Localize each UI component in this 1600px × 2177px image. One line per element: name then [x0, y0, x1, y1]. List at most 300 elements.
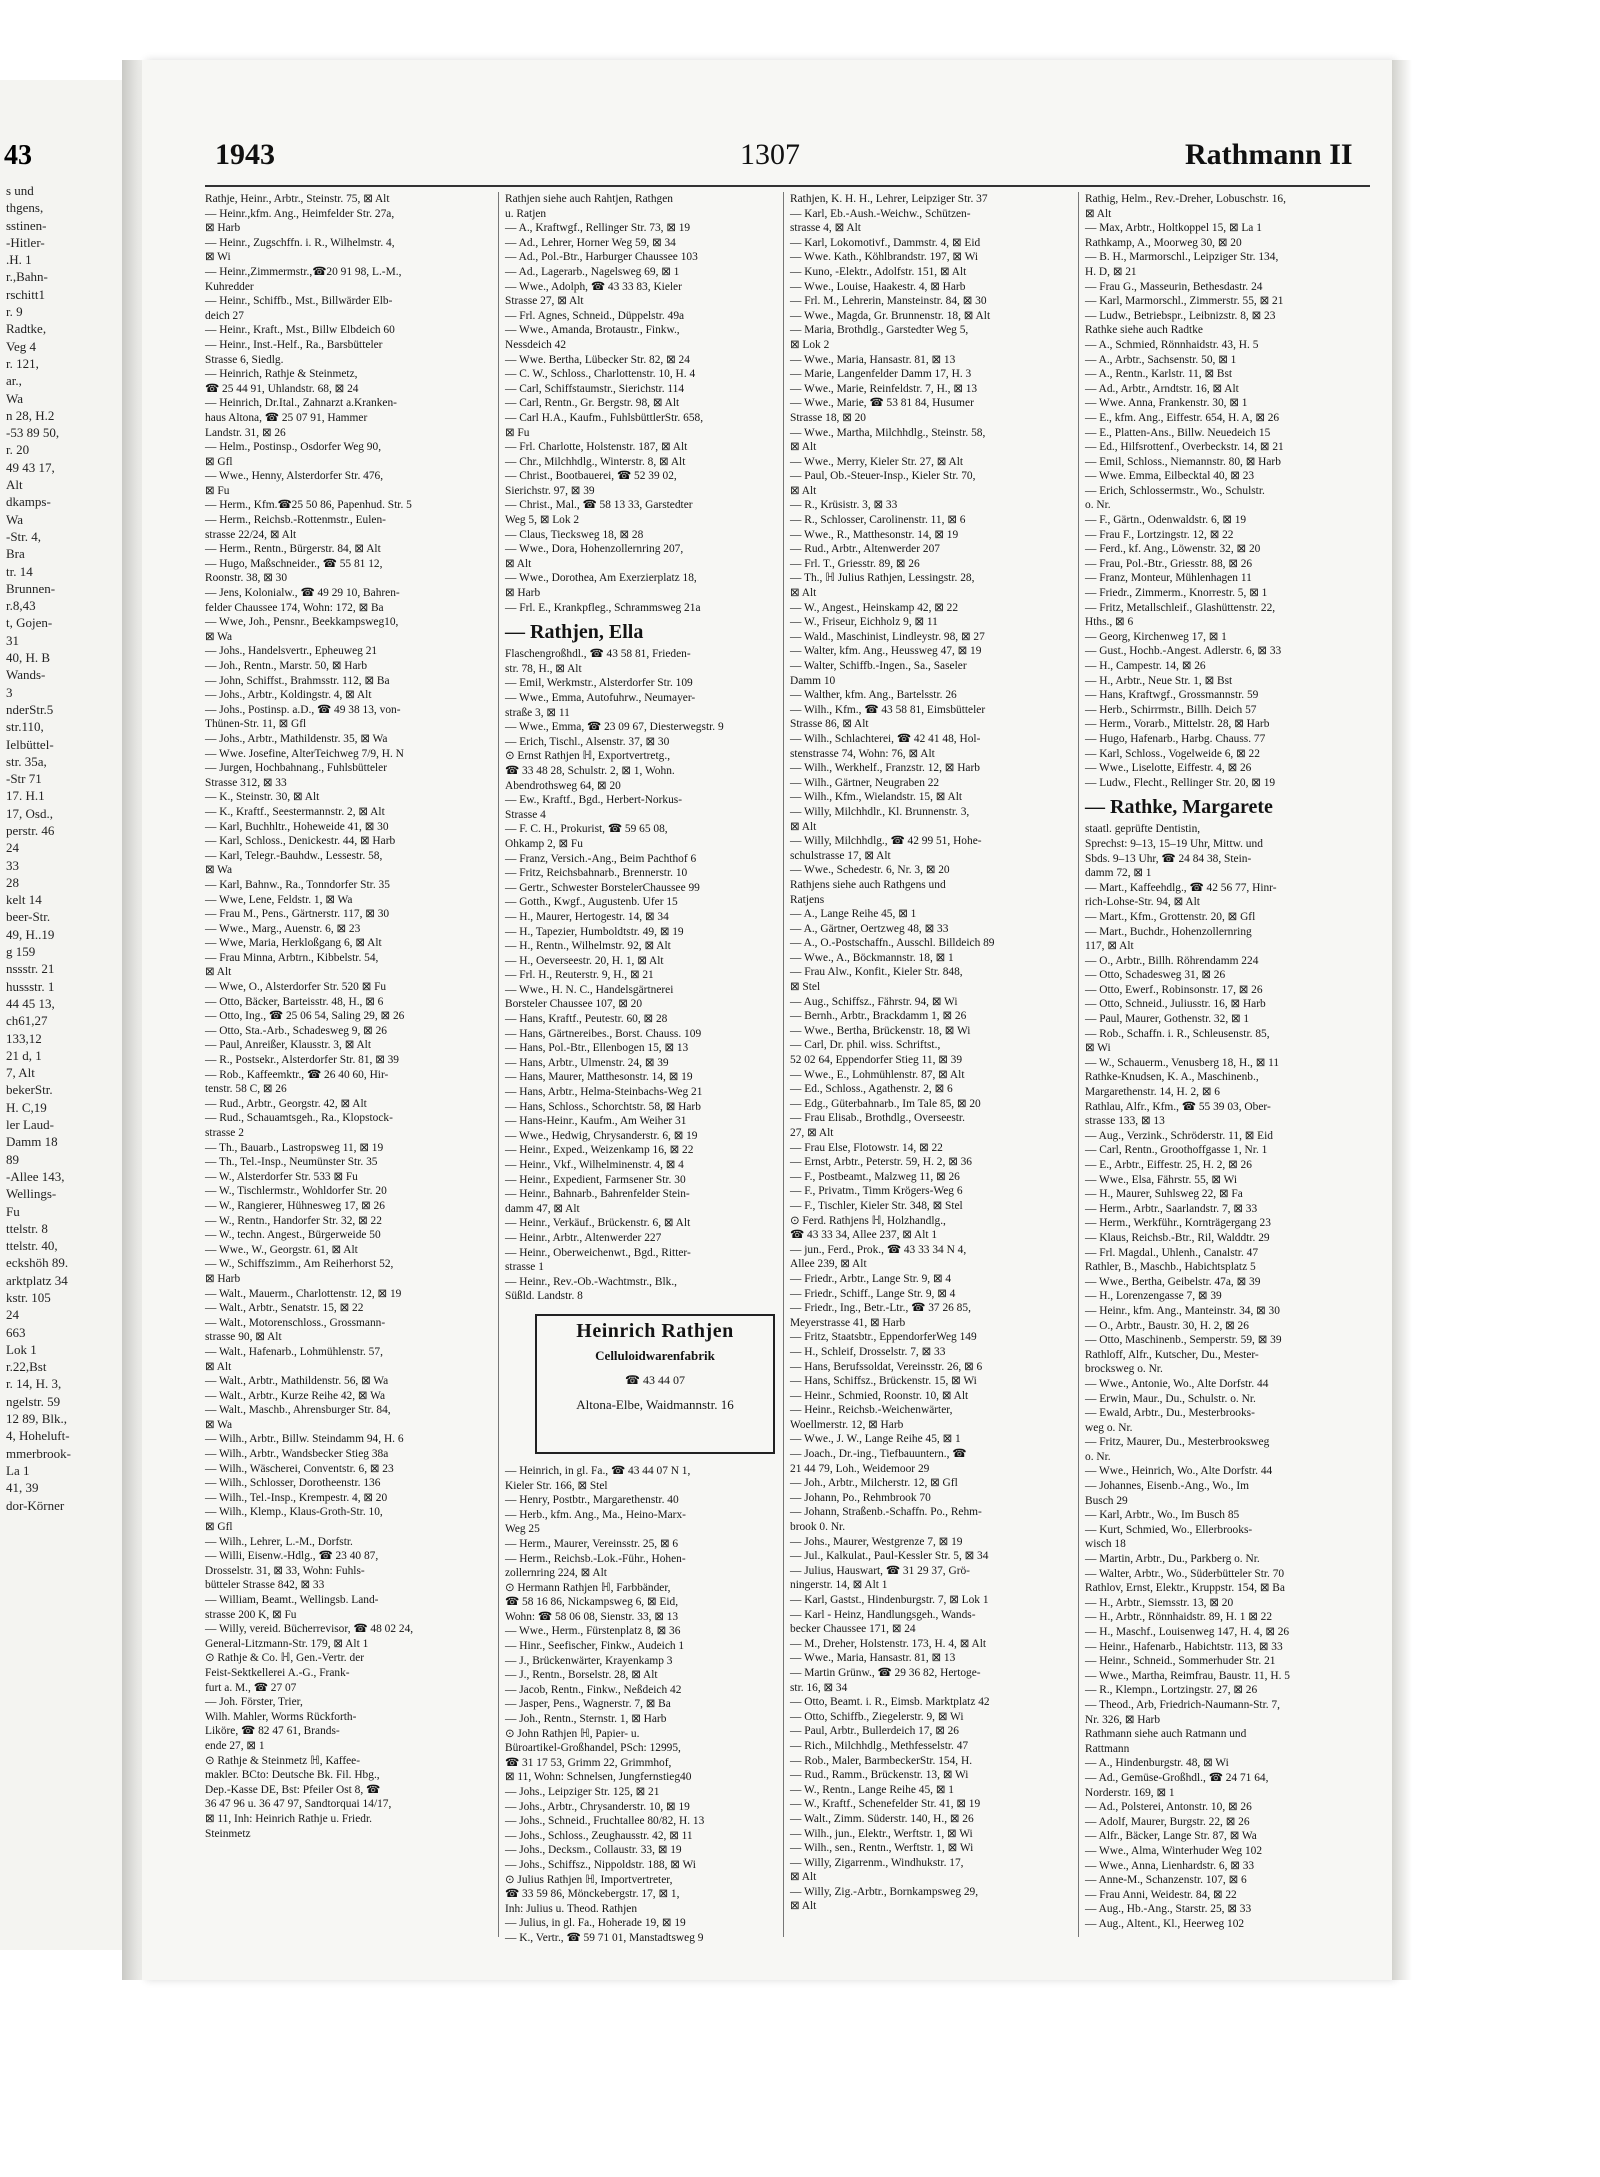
directory-entry: — Ad., Gemüse-Großhdl., ☎ 24 71 64,: [1085, 1771, 1269, 1784]
directory-entry: Abendrothsweg 64, ⊠ 20: [505, 779, 621, 792]
directory-entry: — Herb., kfm. Ang., Ma., Heino-Marx-: [505, 1508, 686, 1521]
directory-entry: — Karl, Telegr.-Bauhdw., Lessestr. 58,: [205, 849, 383, 862]
directory-entry: Kuhredder: [205, 280, 254, 293]
directory-entry: — Heinr., Arbtr., Altenwerder 227: [505, 1231, 662, 1244]
directory-entry: — Kuno, -Elektr., Adolfstr. 151, ⊠ Alt: [790, 265, 967, 278]
directory-entry: — Walt., Arbtr., Senatstr. 15, ⊠ 22: [205, 1302, 364, 1315]
directory-entry: ⊠ Wi: [205, 251, 231, 264]
directory-entry: — Joh., Rentn., Marstr. 50, ⊠ Harb: [205, 660, 368, 672]
directory-entry: — Wwe., Emma, ☎ 23 09 67, Diesterwegstr. 9: [505, 721, 724, 734]
previous-page-line: -Hitler-: [6, 234, 45, 250]
directory-entry: — A., Schmied, Rönnhaidstr. 43, H. 5: [1085, 338, 1259, 351]
directory-entry: — H., Arbtr., Neue Str. 1, ⊠ Bst: [1085, 674, 1233, 687]
directory-entry: — M., Dreher, Holstenstr. 173, H. 4, ⊠ Alt: [790, 1637, 987, 1650]
directory-entry: — Heinr., Schmied, Roonstr. 10, ⊠ Alt: [790, 1389, 969, 1402]
previous-page-line: Damm 18: [6, 1134, 58, 1150]
directory-entry: — Mart., Kaffeehdlg., ☎ 42 56 77, Hinr-: [1085, 881, 1277, 894]
directory-entry: ⊠ Alt: [790, 1871, 817, 1884]
directory-entry: — Kurt, Schmied, Wo., Ellerbrooks-: [1085, 1523, 1253, 1536]
directory-entry: — H., Campestr. 14, ⊠ 26: [1085, 660, 1206, 672]
ad-address: Altona-Elbe, Waidmannstr. 16: [576, 1396, 734, 1412]
directory-entry: ende 27, ⊠ 1: [205, 1739, 265, 1752]
directory-entry: — F., Gärtn., Odenwaldstr. 6, ⊠ 19: [1085, 514, 1247, 527]
directory-entry: — Wwe, Lene, Feldstr. 1, ⊠ Wa: [205, 893, 353, 906]
directory-entry: — Claus, Tiecksweg 18, ⊠ 28: [505, 528, 644, 541]
directory-entry: — Karl, Schloss., Vogelweide 6, ⊠ 22: [1085, 747, 1260, 760]
directory-entry: — H., Rentn., Wilhelmstr. 92, ⊠ Alt: [505, 940, 671, 953]
directory-entry: ⊙ John Rathjen ℍ, Papier- u.: [505, 1727, 640, 1740]
previous-page-line: Wands-: [6, 667, 46, 683]
directory-entry: — Wwe., Heinrich, Wo., Alte Dorfstr. 44: [1085, 1465, 1273, 1478]
directory-entry: Rathje, Heinr., Arbtr., Steinstr. 75, ⊠ Alt: [205, 193, 390, 205]
directory-entry: — Wilh., Kfm., Wielandstr. 15, ⊠ Alt: [790, 791, 963, 804]
directory-entry: — A., Gärtner, Oertzweg 48, ⊠ 33: [790, 922, 949, 935]
previous-page-line: 17. H.1: [6, 788, 45, 804]
directory-entry: — Rud., Ramm., Brückenstr. 13, ⊠ Wi: [790, 1769, 969, 1782]
directory-entry: damm 72, ⊠ 1: [1085, 867, 1152, 880]
previous-page-line: ler Laud-: [6, 1117, 55, 1133]
previous-page-line: r.,Bahn-: [6, 269, 48, 285]
header-rule: [205, 185, 1370, 187]
ad-subtitle: Celluloidwarenfabrik: [595, 1347, 715, 1363]
directory-entry: Rathke-Knudsen, K. A., Maschinenb.,: [1085, 1071, 1259, 1084]
directory-entry: — Wilh., Arbtr., Billw. Steindamm 94, H. 6: [205, 1433, 404, 1446]
previous-page-line: 24: [6, 840, 19, 856]
directory-entry: — Johann, Straßenb.-Schaffn. Po., Rehm-: [790, 1506, 982, 1519]
directory-entry: — Johs., Handelsvertr., Epheuweg 21: [205, 645, 378, 658]
directory-entry: — Friedr., Schiff., Lange Str. 9, ⊠ 4: [790, 1287, 956, 1300]
directory-entry: — Johs., Schloss., Zeughausstr. 42, ⊠ 11: [505, 1829, 693, 1842]
previous-page-line: nssstr. 21: [6, 961, 55, 977]
directory-entry: ☎ 31 17 53, Grimm 22, Grimmhof,: [505, 1756, 672, 1769]
directory-entry: — C. W., Schloss., Charlottenstr. 10, H. 4: [505, 368, 696, 381]
directory-entry: — Wwe., Antonie, Wo., Alte Dorfstr. 44: [1085, 1377, 1269, 1390]
directory-entry: — Frau Elisab., Brothdlg., Overseestr.: [790, 1112, 965, 1125]
directory-entry: — Karl, Gastst., Hindenburgstr. 7, ⊠ Lok 1: [790, 1594, 989, 1606]
directory-entry: — Gust., Hochb.-Angest. Adlerstr. 6, ⊠ 33: [1085, 645, 1282, 658]
directory-entry: Ohkamp 2, ⊠ Fu: [505, 837, 583, 850]
directory-entry: — Frau, Pol.-Btr., Griesstr. 88, ⊠ 26: [1085, 557, 1253, 570]
directory-entry: Rathloff, Alfr., Kutscher, Du., Mester-: [1085, 1348, 1259, 1361]
directory-entry: deich 27: [205, 309, 244, 322]
directory-entry: — H., Lorenzengasse 7, ⊠ 39: [1085, 1290, 1222, 1303]
directory-entry: — Carl, Dr. phil. wiss. Schriftst.,: [790, 1039, 941, 1052]
directory-entry: — Aug., Verzink., Schröderstr. 11, ⊠ Eid: [1085, 1129, 1273, 1142]
directory-entry: — Erwin, Maur., Du., Schulstr. o. Nr.: [1085, 1392, 1256, 1405]
directory-entry: — Carl, Schiffstaumstr., Sierichstr. 114: [505, 382, 685, 395]
directory-entry: Weg 5, ⊠ Lok 2: [505, 514, 580, 527]
previous-page-line: La 1: [6, 1462, 30, 1478]
directory-entry: Weg 25: [505, 1523, 540, 1536]
directory-entry: — B. H., Marmorschl., Leipziger Str. 134,: [1085, 251, 1279, 264]
previous-page-line: 12 89, Blk.,: [6, 1411, 68, 1427]
previous-page-line: ngelstr. 59: [6, 1393, 61, 1409]
directory-entry: — Ed., Hilfsrottenf., Overbeckstr. 14, ⊠ 21: [1085, 441, 1284, 454]
directory-entry: — J., Rentn., Borselstr. 28, ⊠ Alt: [505, 1669, 658, 1682]
previous-page-line: Radtke,: [6, 321, 47, 337]
directory-entry: Dep.-Kasse DE, Bst: Pfeiler Ost 8, ☎: [205, 1783, 381, 1796]
directory-entry: — F., Privatm., Timm Krögers-Weg 6: [790, 1185, 963, 1198]
directory-entry: — Wilh., Werkhelf., Franzstr. 12, ⊠ Harb: [790, 762, 980, 775]
directory-entry: — Jurgen, Hochbahnang., Fuhlsbütteler: [205, 762, 388, 775]
directory-entry: — Helm., Postinsp., Osdorfer Weg 90,: [205, 441, 382, 454]
previous-page-line: ttelstr. 8: [6, 1220, 48, 1236]
directory-entry: — Heinrich, in gl. Fa., ☎ 43 44 07 N 1,: [505, 1464, 691, 1477]
directory-entry: — Rud., Arbtr., Georgstr. 42, ⊠ Alt: [205, 1097, 367, 1110]
directory-entry: — Johs., Schneid., Fruchtallee 80/82, H. 13: [505, 1815, 705, 1828]
previous-page-fragment: [0, 80, 124, 1950]
directory-entry: Kieler Str. 166, ⊠ Stel: [505, 1479, 608, 1492]
directory-entry: Liköre, ☎ 82 47 61, Brands-: [205, 1725, 340, 1738]
previous-page-line: kelt 14: [6, 892, 42, 908]
directory-entry: Sprechst: 9–13, 15–19 Uhr, Mittw. und: [1085, 837, 1263, 850]
directory-entry: — Wwe., Dora, Hohenzollernring 207,: [505, 543, 684, 556]
directory-entry: ⊙ Rathje & Co. ℍ, Gen.-Vertr. der: [205, 1652, 365, 1665]
directory-entry: — Willy, Milchhdlg., ☎ 42 99 51, Hohe-: [790, 835, 982, 848]
directory-entry: — Hans, Arbtr., Ulmenstr. 24, ⊠ 39: [505, 1056, 669, 1069]
previous-page-line: 40, H. B: [6, 650, 51, 666]
previous-page-line: -Allee 143,: [6, 1168, 65, 1184]
directory-entry: — H., Maurer, Hertogestr. 14, ⊠ 34: [505, 910, 669, 923]
directory-entry: — Herm., Vorarb., Mittelstr. 28, ⊠ Harb: [1085, 718, 1270, 731]
directory-entry: — F., Tischler, Kieler Str. 348, ⊠ Stel: [790, 1199, 963, 1212]
directory-entry: ⊙ Julius Rathjen ℍ, Importvertreter,: [505, 1873, 673, 1886]
directory-entry: strasse 200 K, ⊠ Fu: [205, 1608, 297, 1621]
directory-entry: o. Nr.: [1085, 499, 1111, 512]
directory-entry: — Walt., Zimm. Süderstr. 140, H., ⊠ 26: [790, 1812, 974, 1825]
directory-entry: — Heinr., Kraft., Mst., Billw Elbdeich 60: [205, 324, 395, 337]
directory-entry: — O., Arbtr., Billh. Röhrendamm 224: [1085, 954, 1259, 967]
previous-page-line: 3: [6, 684, 13, 700]
previous-page-line: g 159: [6, 944, 36, 960]
directory-entry: Flaschengroßhdl., ☎ 43 58 81, Frieden-: [505, 648, 691, 661]
directory-entry: — Hans, Maurer, Matthesonstr. 14, ⊠ 19: [505, 1071, 693, 1084]
directory-column-3: [790, 192, 1076, 1937]
directory-entry: — Wilh., Tel.-Insp., Krempestr. 4, ⊠ 20: [205, 1491, 388, 1504]
previous-page-line: 4, Hoheluft-: [6, 1428, 70, 1444]
directory-entry: felder Chaussee 174, Wohn: 172, ⊠ Ba: [205, 601, 384, 614]
directory-entry: — Paul, Anreißer, Klausstr. 3, ⊠ Alt: [205, 1039, 372, 1052]
directory-entry: — W., Schauerm., Venusberg 18, H., ⊠ 11: [1085, 1056, 1280, 1069]
directory-entry: Rathler, B., Maschb., Habichtsplatz 5: [1085, 1261, 1256, 1274]
directory-entry: — Paul, Arbtr., Bullerdeich 17, ⊠ 26: [790, 1725, 959, 1738]
directory-entry: — Karl, Buchhltr., Hoheweide 41, ⊠ 30: [205, 820, 389, 833]
directory-entry: — Johs., Maurer, Westgrenze 7, ⊠ 19: [790, 1535, 963, 1548]
directory-entry: — E., kfm. Ang., Eiffestr. 654, H. A, ⊠ 26: [1085, 411, 1280, 424]
previous-page-line: s und: [6, 183, 34, 198]
directory-entry: Woellmerstr. 12, ⊠ Harb: [790, 1418, 904, 1431]
directory-entry: — Wwe., Louise, Haakestr. 4, ⊠ Harb: [790, 280, 966, 293]
directory-entry: Strasse 18, ⊠ 20: [790, 411, 866, 424]
directory-entry: — Frau Else, Flotowstr. 14, ⊠ 22: [790, 1141, 943, 1154]
directory-entry: 27, ⊠ Alt: [790, 1127, 834, 1139]
directory-entry: Ratjens: [790, 893, 825, 906]
directory-entry: — Frau G., Masseurin, Bethesdastr. 24: [1085, 280, 1263, 293]
directory-entry: — Walter, Arbtr., Wo., Süderbütteler Str. 70: [1085, 1567, 1285, 1580]
directory-entry: — Wilh., Wäscherei, Conventstr. 6, ⊠ 23: [205, 1462, 394, 1475]
directory-entry: — Joach., Dr.-ing., Tiefbauuntern., ☎: [790, 1448, 967, 1461]
directory-entry: Damm 10: [790, 674, 836, 687]
previous-page-line: beer-Str.: [6, 909, 51, 925]
directory-entry: — Gertr., Schwester BorstelerChaussee 99: [505, 881, 700, 894]
directory-entry: — Ludw., Flecht., Rellinger Str. 20, ⊠ 19: [1085, 776, 1276, 789]
directory-entry: Meyerstrasse 41, ⊠ Harb: [790, 1316, 906, 1329]
directory-entry: — Wilh., Arbtr., Wandsbecker Stieg 38a: [205, 1448, 389, 1461]
directory-entry: — Otto, Maschinenb., Semperstr. 59, ⊠ 39: [1085, 1334, 1282, 1347]
directory-entry: — Emil, Schloss., Niemannstr. 80, ⊠ Harb: [1085, 455, 1281, 468]
directory-entry: ⊠ Gfl: [205, 1521, 233, 1534]
directory-entry: tenstr. 58 C, ⊠ 26: [205, 1083, 287, 1096]
directory-entry: — Wald., Maschinist, Lindleystr. 98, ⊠ 27: [790, 630, 985, 643]
directory-entry: — A., Arbtr., Sachsenstr. 50, ⊠ 1: [1085, 353, 1237, 366]
directory-entry: — Walt., Motorenschloss., Grossmann-: [205, 1316, 386, 1329]
directory-entry: — Wwe., Merry, Kieler Str. 27, ⊠ Alt: [790, 455, 964, 468]
directory-entry: — W., Tischlermstr., Wohldorfer Str. 20: [205, 1185, 387, 1198]
directory-entry: strasse 2: [205, 1127, 244, 1139]
previous-page-line: ttelstr. 40,: [6, 1238, 58, 1254]
directory-entry: Wohn: ☎ 58 06 08, Sienstr. 33, ⊠ 13: [505, 1610, 679, 1623]
previous-page-line: t, Gojen-: [6, 615, 53, 631]
directory-entry: Feist-Sektkellerei A.-G., Frank-: [205, 1666, 350, 1679]
directory-entry: bütteler Strasse 842, ⊠ 33: [205, 1579, 325, 1592]
directory-entry: ☎ 25 44 91, Uhlandstr. 68, ⊠ 24: [205, 382, 359, 395]
directory-entry: — Walt., Mauerm., Charlottenstr. 12, ⊠ 19: [205, 1287, 402, 1300]
directory-entry: — Walt., Arbtr., Mathildenstr. 56, ⊠ Wa: [205, 1375, 389, 1388]
directory-entry: — Wwe., Herm., Fürstenplatz 8, ⊠ 36: [505, 1625, 681, 1638]
directory-entry: — Johs., Postinsp. a.D., ☎ 49 38 13, von-: [205, 703, 401, 716]
page-edge: [1392, 60, 1412, 1980]
directory-entry: — Wwe., E., Lohmühlenstr. 87, ⊠ Alt: [790, 1068, 965, 1081]
directory-entry: — Walt., Hafenarb., Lohmühlenstr. 57,: [205, 1345, 383, 1358]
directory-entry: — Wilh., Lehrer, L.-M., Dorfstr.: [205, 1535, 353, 1548]
directory-entry: — W., Friseur, Eichholz 9, ⊠ 11: [790, 616, 938, 629]
directory-entry: General-Litzmann-Str. 179, ⊠ Alt 1: [205, 1637, 369, 1650]
directory-entry: — Th., ℍ Julius Rathjen, Lessingstr. 28,: [790, 572, 975, 585]
directory-entry: — Willi, Eisenw.-Hdlg., ☎ 23 40 87,: [205, 1550, 379, 1563]
previous-page-line: 133,12: [6, 1030, 42, 1046]
directory-entry: damm 47, ⊠ Alt: [505, 1202, 580, 1215]
directory-entry: Roonstr. 38, ⊠ 30: [205, 572, 288, 585]
directory-entry: zollernring 224, ⊠ Alt: [505, 1567, 607, 1580]
directory-entry: — F. C. H., Prokurist, ☎ 59 65 08,: [505, 823, 668, 836]
directory-entry: — Herm., Maurer, Vereinsstr. 25, ⊠ 6: [505, 1537, 679, 1550]
directory-entry: — R., Krüsistr. 3, ⊠ 33: [790, 499, 898, 512]
directory-entry: ⊠ Stel: [790, 981, 821, 994]
previous-page-line: eckshöh 89.: [6, 1255, 69, 1271]
directory-entry: — Wwe., Bertha, Brückenstr. 18, ⊠ Wi: [790, 1024, 971, 1037]
directory-entry: — Otto, Ewerf., Robinsonstr. 17, ⊠ 26: [1085, 983, 1263, 996]
directory-entry: ⊠ Harb: [205, 222, 241, 235]
directory-entry: — E., Platten-Ans., Billw. Neuedeich 15: [1085, 426, 1271, 439]
previous-page-line: Wellings-: [6, 1186, 57, 1202]
directory-entry: — Heinr., Vkf., Wilhelminenstr. 4, ⊠ 4: [505, 1159, 684, 1171]
page-year: 1943: [215, 138, 275, 171]
directory-entry: ⊠ 11, Wohn: Schnelsen, Jungfernstieg40: [505, 1771, 692, 1784]
directory-entry: — Wwe., Elsa, Fährstr. 55, ⊠ Wi: [1085, 1173, 1237, 1186]
directory-entry: Sierichstr. 97, ⊠ 39: [505, 484, 595, 497]
directory-entry: — Herb., Schirrmstr., Billh. Deich 57: [1085, 703, 1257, 716]
directory-entry: — Frl. T., Griesstr. 89, ⊠ 26: [790, 557, 920, 570]
directory-entry: — A., Kraftwgf., Rellinger Str. 73, ⊠ 19: [505, 222, 691, 235]
directory-entry: — Friedr., Arbtr., Lange Str. 9, ⊠ 4: [790, 1272, 952, 1285]
directory-entry: — A., Rentn., Karlstr. 11, ⊠ Bst: [1085, 368, 1233, 381]
directory-entry: ⊠ Wa: [205, 1418, 233, 1431]
previous-page-line: bekerStr.: [6, 1082, 53, 1098]
directory-entry: — Bernh., Arbtr., Brackdamm 1, ⊠ 26: [790, 1010, 967, 1023]
directory-entry: — Ad., Pol.-Btr., Harburger Chaussee 103: [505, 251, 698, 264]
directory-entry: Nessdeich 42: [505, 338, 567, 351]
directory-entry: — Gotth., Kwgf., Augustenb. Ufer 15: [505, 896, 678, 909]
previous-page-line: ch61,27: [6, 1013, 48, 1029]
directory-entry: 36 47 96 u. 36 47 97, Sandtorquai 14/17,: [205, 1798, 392, 1811]
previous-page-line: Lok 1: [6, 1341, 37, 1357]
directory-entry: Strasse 4: [505, 808, 546, 821]
directory-entry: haus Altona, ☎ 25 07 91, Hammer: [205, 411, 368, 424]
directory-entry: — Wwe, Joh., Pensnr., Beekkampsweg10,: [205, 616, 399, 629]
directory-entry: — Th., Tel.-Insp., Neumünster Str. 35: [205, 1156, 378, 1169]
previous-page-line: str.110,: [6, 719, 44, 735]
directory-entry: 117, ⊠ Alt: [1085, 940, 1134, 953]
directory-entry: — Rud., Schauamtsgeh., Ra., Klopstock-: [205, 1112, 393, 1125]
directory-entry: — Hans, Gärtnereibes., Borst. Chauss. 109: [505, 1027, 702, 1040]
directory-entry: makler. BCto: Deutsche Bk. Fil. Hbg.,: [205, 1769, 380, 1782]
directory-entry: furt a. M., ☎ 27 07: [205, 1681, 297, 1694]
directory-entry: — Christ., Mal., ☎ 58 13 33, Garstedter: [505, 499, 693, 512]
directory-entry: — Theod., Arb, Friedrich-Naumann-Str. 7,: [1085, 1698, 1280, 1711]
directory-entry: — Max, Arbtr., Holtkoppel 15, ⊠ La 1: [1085, 222, 1262, 235]
previous-page-line: dor-Körner: [6, 1497, 65, 1513]
directory-entry: — Otto, Bäcker, Barteisstr. 48, H., ⊠ 6: [205, 995, 384, 1008]
previous-page-line: 21 d, 1: [6, 1047, 42, 1063]
directory-entry: — Wwe., Marie, ☎ 53 81 84, Husumer: [790, 397, 974, 410]
directory-entry: — Wwe, O., Alsterdorfer Str. 520 ⊠ Fu: [205, 981, 387, 994]
directory-entry: brook 0. Nr.: [790, 1521, 846, 1534]
directory-entry: — Heinr.,kfm. Ang., Heimfelder Str. 27a,: [205, 207, 395, 220]
directory-entry: — Frl. E., Krankpfleg., Schrammsweg 21a: [505, 601, 701, 614]
running-head: Rathmann II: [1185, 138, 1353, 171]
directory-entry: — Paul, Maurer, Gothenstr. 32, ⊠ 1: [1085, 1013, 1250, 1026]
directory-entry: — Frl. Agnes, Schneid., Düppelstr. 49a: [505, 309, 685, 322]
directory-entry: — Aug., Hb.-Ang., Starstr. 25, ⊠ 33: [1085, 1903, 1252, 1916]
previous-page-line: 663: [6, 1324, 26, 1340]
directory-entry: — Johs., Schiffsz., Nippoldstr. 188, ⊠ Wi: [505, 1858, 696, 1871]
directory-entry: — Julius, in gl. Fa., Hoherade 19, ⊠ 19: [505, 1917, 686, 1930]
directory-entry: Sbds. 9–13 Uhr, ☎ 24 84 38, Stein-: [1085, 852, 1252, 865]
directory-entry: — R., Postsekr., Alsterdorfer Str. 81, ⊠ 39: [205, 1054, 400, 1067]
directory-entry: — Klaus, Reichsb.-Btr., Ril, Walddtr. 29: [1085, 1231, 1270, 1244]
directory-entry: Borsteler Chaussee 107, ⊠ 20: [505, 998, 643, 1011]
directory-entry: — Hans, Berufssoldat, Vereinsstr. 26, ⊠ 6: [790, 1360, 983, 1373]
directory-entry: — Edg., Güterbahnarb., Im Tale 85, ⊠ 20: [790, 1097, 981, 1110]
directory-entry: — Fritz, Staatsbtr., EppendorferWeg 149: [790, 1331, 977, 1344]
previous-page-line: 24: [6, 1307, 19, 1323]
directory-entry: — Fritz, Maurer, Du., Mesterbrooksweg: [1085, 1436, 1270, 1449]
directory-entry: — Wwe., Liselotte, Eiffestr. 4, ⊠ 26: [1085, 762, 1252, 775]
directory-entry: ⊠ Harb: [505, 587, 541, 600]
previous-page-line: 43: [4, 140, 32, 171]
previous-page-line: kstr. 105: [6, 1290, 51, 1305]
directory-entry: — Johs., Arbtr., Koldingstr. 4, ⊠ Alt: [205, 689, 372, 702]
directory-entry: becker Chaussee 171, ⊠ 24: [790, 1623, 916, 1636]
directory-entry: — Wwe., Maria, Hansastr. 81, ⊠ 13: [790, 353, 956, 366]
directory-entry: ⊠ Alt: [790, 441, 817, 454]
previous-page-line: tr. 14: [6, 563, 33, 579]
directory-entry: — Otto, Sta.-Arb., Schadesweg 9, ⊠ 26: [205, 1024, 387, 1037]
directory-entry: — Wwe. Bertha, Lübecker Str. 82, ⊠ 24: [505, 353, 690, 366]
directory-entry: — Friedr., Zimmerm., Knorrestr. 5, ⊠ 1: [1085, 587, 1268, 600]
previous-page-line: 17, Osd.,: [6, 805, 53, 821]
directory-entry: — Paul, Ob.-Steuer-Insp., Kieler Str. 70,: [790, 470, 976, 483]
directory-entry: — Carl H.A., Kaufm., FuhlsbüttlerStr. 658,: [505, 411, 704, 424]
directory-entry: — Frl. Charlotte, Holstenstr. 187, ⊠ Alt: [505, 441, 688, 454]
previous-page-line: str. 35a,: [6, 753, 47, 769]
directory-entry: ⊠ Alt: [1085, 207, 1112, 220]
previous-page-line: nderStr.5: [6, 701, 54, 717]
directory-entry: schulstrasse 17, ⊠ Alt: [790, 849, 891, 862]
directory-entry: Hths., ⊠ 6: [1085, 616, 1134, 629]
directory-entry: Rathjens siehe auch Rathgens und: [790, 878, 946, 891]
directory-entry: — A., O.-Postschaffn., Ausschl. Billdeich 89: [790, 937, 995, 950]
directory-entry: — Johs., Decksm., Collaustr. 33, ⊠ 19: [505, 1844, 682, 1857]
directory-entry: — Hans, Schloss., Schorchtstr. 58, ⊠ Harb: [505, 1100, 701, 1113]
previous-page-line: 89: [6, 1151, 19, 1167]
directory-entry: — Heinr., Schiffb., Mst., Billwärder Elb-: [205, 295, 393, 308]
directory-entry: — Herm., Reichsb.-Lok.-Führ., Hohen-: [505, 1552, 686, 1565]
directory-entry: — H., Tapezier, Humboldtstr. 49, ⊠ 19: [505, 925, 684, 938]
directory-entry: str. 16, ⊠ 34: [790, 1681, 848, 1694]
previous-page-line: H. C,19: [6, 1099, 47, 1115]
directory-entry: — Otto, Schadesweg 31, ⊠ 26: [1085, 969, 1226, 982]
directory-entry: — Wwe. Kath., Köhlbrandstr. 197, ⊠ Wi: [790, 251, 979, 264]
directory-entry: — Heinr., Schneid., Sommerhuder Str. 21: [1085, 1655, 1276, 1668]
directory-entry: — H., Arbtr., Siemsstr. 13, ⊠ 20: [1085, 1596, 1234, 1609]
directory-entry: — Frau Alw., Konfit., Kieler Str. 848,: [790, 966, 963, 979]
previous-page-line: r.8,43: [6, 598, 36, 614]
directory-entry: — Wwe., Henny, Alsterdorfer Str. 476,: [205, 470, 384, 483]
directory-entry: — Friedr., Ing., Betr.-Ltr., ☎ 37 26 85,: [790, 1302, 971, 1315]
directory-entry: — Wwe., H. N. C., Handelsgärtnerei: [505, 983, 674, 996]
directory-entry: — Ed., Schloss., Agathenstr. 2, ⊠ 6: [790, 1083, 953, 1096]
directory-entry: — Heinr., Zugschffn. i. R., Wilhelmstr. 4,: [205, 236, 395, 249]
directory-entry: — Mart., Buchdr., Hohenzollernring: [1085, 925, 1252, 938]
directory-entry: ⊠ 11, Inh: Heinrich Rathje u. Friedr.: [205, 1812, 372, 1825]
directory-entry: — Wwe., Alma, Winterhuder Weg 102: [1085, 1844, 1263, 1857]
directory-entry: — O., Arbtr., Baustr. 30, H. 2, ⊠ 26: [1085, 1319, 1249, 1332]
directory-entry: — Hans, Pol.-Btr., Ellenbogen 15, ⊠ 13: [505, 1042, 689, 1055]
directory-entry: — Wwe., J. W., Lange Reihe 45, ⊠ 1: [790, 1433, 961, 1446]
directory-entry: — Johannes, Eisenb.-Ang., Wo., Im: [1085, 1480, 1250, 1493]
directory-entry: — Fritz, Metallschleif., Glashüttenstr. 22,: [1085, 601, 1276, 614]
directory-entry: — Wwe., Marie, Reinfeldstr. 7, H., ⊠ 13: [790, 382, 978, 395]
directory-entry: ningerstr. 14, ⊠ Alt 1: [790, 1579, 888, 1592]
previous-page-line: n 28, H.2: [6, 407, 55, 423]
previous-page-line: Fu: [6, 1203, 20, 1219]
directory-entry: Margarethenstr. 14, H. 2, ⊠ 6: [1085, 1086, 1220, 1099]
directory-entry: — Heinr., Exped., Weizenkamp 16, ⊠ 22: [505, 1144, 694, 1157]
column-divider: [498, 192, 499, 1937]
directory-entry: — Frau M., Pens., Gärtnerstr. 117, ⊠ 30: [205, 908, 390, 921]
directory-entry: — Otto, Beamt. i. R., Eimsb. Marktplatz 42: [790, 1696, 990, 1709]
directory-entry: — Ad., Arbtr., Arndtstr. 16, ⊠ Alt: [1085, 382, 1239, 395]
previous-page-line: mmerbrook-: [6, 1445, 71, 1461]
directory-entry: — Hinr., Seefischer, Finkw., Audeich 1: [505, 1640, 685, 1653]
directory-entry: Rathmann siehe auch Ratmann und: [1085, 1728, 1247, 1741]
previous-page-line: Ielbüttel-: [6, 736, 54, 752]
directory-entry: Strasse 312, ⊠ 33: [205, 776, 287, 789]
directory-entry: — Willy, Milchhdlr., Kl. Brunnenstr. 3,: [790, 805, 970, 818]
previous-page-line: Wa: [6, 390, 23, 406]
directory-column-2: [505, 192, 791, 1944]
